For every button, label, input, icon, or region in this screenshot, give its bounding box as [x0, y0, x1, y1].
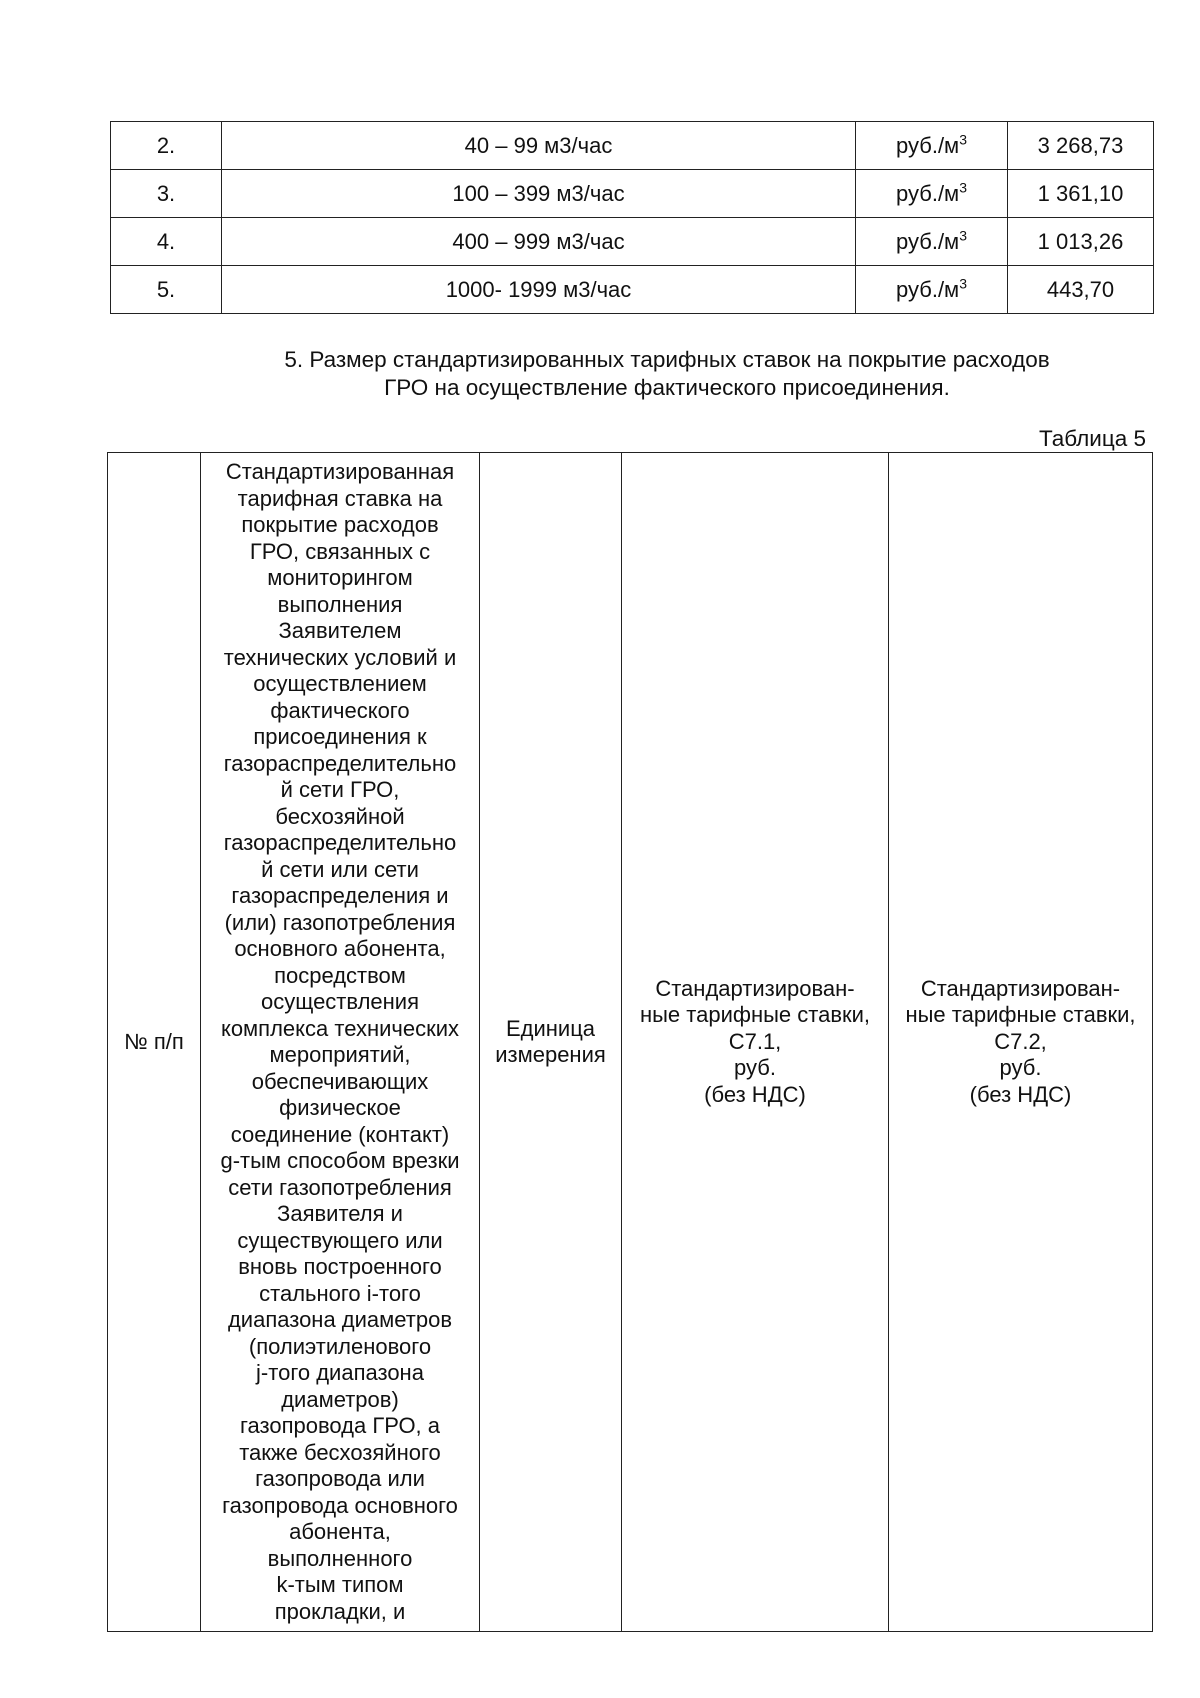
description-line: g-тым способом врезки [220, 1148, 460, 1173]
description-line: осуществлением [253, 671, 427, 696]
description-line: й сети или сети [261, 856, 419, 882]
description-line: вновь построенного [238, 1254, 442, 1279]
description-line: k-тым типом [276, 1572, 404, 1597]
section-heading [110, 346, 1200, 402]
description-line: технических условий и [223, 644, 457, 670]
description-line: диаметров) [281, 1386, 399, 1412]
column-header-c71 [622, 453, 889, 1632]
c71-header-line: Стандартизирован- [655, 975, 855, 1001]
flow-range-cell [222, 122, 856, 170]
description-line: тарифная ставка на [237, 485, 443, 511]
row-number-cell [111, 170, 222, 218]
description-line: сети газопотребления [228, 1174, 452, 1200]
unit-superscript: 3 [959, 131, 967, 148]
unit-cell-text: руб./м [896, 132, 960, 158]
unit-superscript: 3 [959, 227, 967, 244]
row-number-cell-text: 2. [156, 132, 176, 158]
c72-header-line: (без НДС) [969, 1081, 1072, 1107]
rate-value-cell [1008, 266, 1154, 314]
description-line: стального i-того [259, 1280, 421, 1306]
description-line: Заявителем [278, 618, 402, 643]
table-5-header-row [108, 453, 1153, 1632]
unit-superscript: 3 [959, 275, 967, 292]
column-header-description [201, 453, 480, 1632]
section-heading-line-2: ГРО на осуществление фактического присоединения. [384, 375, 950, 400]
column-header-c72 [889, 453, 1153, 1632]
column-header-unit [480, 453, 622, 1632]
description-line: фактического [270, 697, 410, 723]
description-line: (полиэтиленового [248, 1333, 432, 1359]
rate-value-cell-text: 443,70 [1046, 276, 1115, 302]
description-line: газопровода основного [222, 1492, 458, 1518]
description-line: выполненного [267, 1545, 413, 1571]
section-heading-line-1: 5. Размер стандартизированных тарифных ставок на покрытие расходов [284, 347, 1050, 372]
description-line: присоединения к [253, 724, 427, 749]
table-row [111, 266, 1154, 314]
c71-header-line: руб. [734, 1055, 776, 1081]
description-line: абонента, [289, 1519, 391, 1544]
table-5 [107, 452, 1153, 1632]
c72-header-line: Стандартизирован- [920, 975, 1121, 1001]
rate-value-cell [1008, 218, 1154, 266]
description-line: основного абонента, [234, 936, 446, 961]
c72-header-line: ные тарифные ставки, [905, 1002, 1136, 1028]
row-number-cell-text: 5. [156, 276, 176, 302]
description-line: обеспечивающих [251, 1068, 429, 1094]
unit-cell-text: руб./м [896, 180, 960, 206]
unit-cell-text: руб./м [896, 276, 960, 302]
column-header-number: № п/п [108, 453, 201, 1632]
flow-range-cell-text: 1000- 1999 м3/час [445, 276, 632, 302]
c72-header-line: руб. [999, 1055, 1042, 1081]
description-line: мониторингом [267, 565, 413, 590]
row-number-cell [111, 218, 222, 266]
description-line: газораспределительно [223, 750, 457, 776]
tariff-rate-table-body [111, 122, 1154, 314]
table-row [111, 122, 1154, 170]
flow-range-cell-text: 40 – 99 м3/час [464, 132, 613, 158]
description-line: j-того диапазона [256, 1360, 424, 1385]
c71-header-line: С7.1, [728, 1028, 782, 1054]
table-caption: Таблица 5 [1039, 426, 1146, 451]
description-line: соединение (контакт) [230, 1121, 450, 1147]
flow-range-cell-text: 100 – 399 м3/час [452, 180, 625, 206]
unit-cell-text: руб./м [896, 228, 960, 254]
rate-value-cell-text: 1 361,10 [1037, 180, 1124, 206]
description-line: существующего или [237, 1227, 443, 1253]
unit-cell [856, 266, 1008, 314]
description-line: прокладки, и [274, 1598, 406, 1624]
c72-header-line: С7.2, [994, 1028, 1047, 1054]
description-line: газопровода или [255, 1466, 425, 1491]
description-line: Заявителя и [277, 1201, 403, 1226]
table-row [111, 170, 1154, 218]
unit-header-line: измерения [495, 1042, 606, 1067]
description-line: Стандартизированная [225, 459, 455, 484]
description-line: газопровода ГРО, а [239, 1413, 441, 1438]
description-line: (или) газопотребления [224, 909, 456, 935]
tariff-rate-table [110, 121, 1154, 314]
description-line: ГРО, связанных с [249, 538, 431, 564]
unit-superscript: 3 [959, 179, 967, 196]
description-line: диапазона диаметров [227, 1307, 453, 1332]
row-number-cell-text: 4. [156, 228, 176, 254]
flow-range-cell-text: 400 – 999 м3/час [452, 228, 625, 254]
c71-header-line: ные тарифные ставки, [639, 1002, 871, 1028]
row-number-cell [111, 266, 222, 314]
rate-value-cell [1008, 122, 1154, 170]
unit-cell [856, 170, 1008, 218]
description-line: газораспределительно [223, 830, 457, 855]
rate-value-cell [1008, 170, 1154, 218]
unit-header-line: Единица [505, 1015, 596, 1041]
description-line: мероприятий, [269, 1042, 411, 1067]
description-line: покрытие расходов [241, 512, 439, 537]
unit-cell [856, 218, 1008, 266]
c71-header-line: (без НДС) [704, 1081, 806, 1107]
description-line: посредством [274, 962, 406, 988]
row-number-cell [111, 122, 222, 170]
description-line: осуществления [260, 989, 419, 1014]
rate-value-cell-text: 1 013,26 [1037, 228, 1124, 254]
description-line: газораспределения и [231, 883, 449, 908]
description-line: выполнения [277, 591, 403, 617]
row-number-cell-text: 3. [156, 180, 176, 206]
table-row [111, 218, 1154, 266]
description-line: бесхозяйной [275, 803, 405, 829]
flow-range-cell [222, 218, 856, 266]
description-line: й сети ГРО, [280, 777, 400, 802]
description-line: также бесхозяйного [239, 1439, 441, 1465]
flow-range-cell [222, 266, 856, 314]
rate-value-cell-text: 3 268,73 [1037, 132, 1124, 158]
description-line: комплекса технических [220, 1015, 460, 1041]
flow-range-cell [222, 170, 856, 218]
unit-cell [856, 122, 1008, 170]
description-line: физическое [279, 1095, 401, 1120]
